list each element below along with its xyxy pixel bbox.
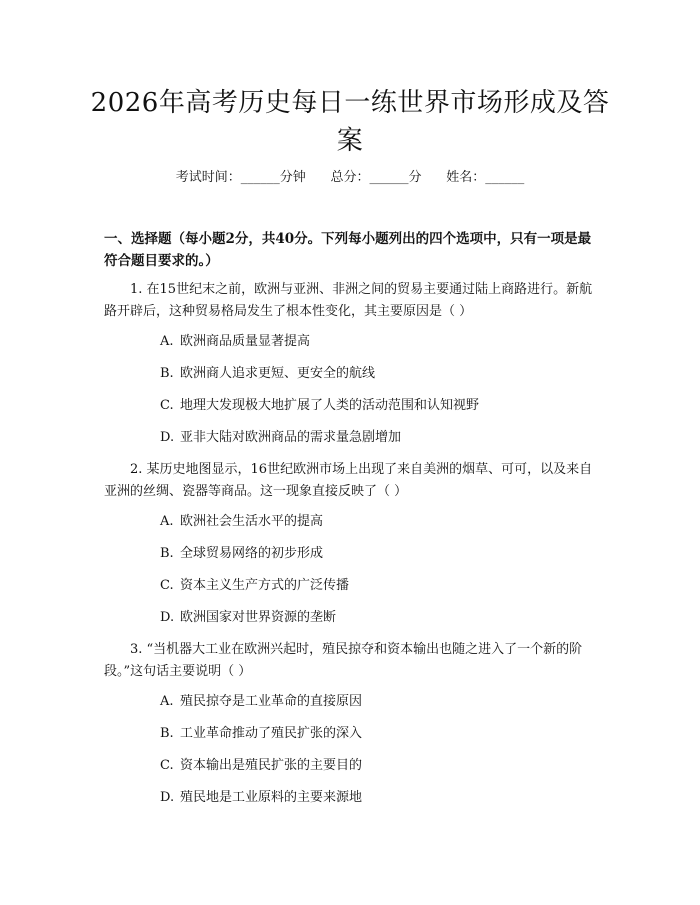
option-text: 欧洲商品质量显著提高 [180,334,311,349]
option-text: 亚非大陆对欧洲商品的需求量急剧增加 [180,430,402,445]
option-letter: B. [160,726,174,741]
option-text: 工业革命推动了殖民扩张的深入 [180,726,363,741]
option-letter: B. [160,366,174,381]
option-text: 资本主义生产方式的广泛传播 [180,578,350,593]
option-text: 欧洲社会生活水平的提高 [180,514,324,529]
option-letter: D. [160,610,175,625]
option-text: 全球贸易网络的初步形成 [180,546,324,561]
option-text: 资本输出是殖民扩张的主要目的 [180,758,363,773]
question-3-option-b[interactable] [160,724,362,744]
question-2-option-d[interactable] [160,608,336,628]
option-text: 殖民地是工业原料的主要来源地 [180,790,363,805]
question-3-option-a[interactable] [160,692,362,712]
question-1-option-a[interactable] [160,332,310,352]
option-letter: A. [160,334,174,349]
question-3-stem: 3. “当机器大工业在欧洲兴起时，殖民掠夺和资本输出也随之进入了一个新的阶段。”这句话主要说明（ ） [104,642,583,679]
option-text: 欧洲国家对世界资源的垄断 [180,610,337,625]
question-1-stem: 1. 在15世纪末之前，欧洲与亚洲、非洲之间的贸易主要通过陆上商路进行。新航路开辟后，这种贸易格局发生了根本性变化，其主要原因是（ ） [104,282,593,319]
option-letter: C. [160,578,174,593]
option-text: 地理大发现极大地扩展了人类的活动范围和认知视野 [180,398,480,413]
question-1-option-d[interactable] [160,428,401,448]
option-text: 欧洲商人追求更短、更安全的航线 [180,366,376,381]
option-letter: D. [160,790,175,805]
option-letter: A. [160,514,174,529]
option-letter: B. [160,546,174,561]
option-text: 殖民掠夺是工业革命的直接原因 [180,694,363,709]
page-title: 2026年高考历史每日一练世界市场形成及答案 [90,88,610,156]
question-1-option-c[interactable] [160,396,479,416]
question-2-option-b[interactable] [160,544,323,564]
question-2-option-a[interactable] [160,512,323,532]
question-1-option-b[interactable] [160,364,375,384]
question-3-option-d[interactable] [160,788,362,808]
option-letter: C. [160,758,174,773]
question-3-option-c[interactable] [160,756,362,776]
option-letter: A. [160,694,174,709]
option-letter: D. [160,430,175,445]
question-2-option-c[interactable] [160,576,349,596]
question-2-stem: 2. 某历史地图显示，16世纪欧洲市场上出现了来自美洲的烟草、可可，以及来自亚洲的丝绸、瓷器等商品。这一现象直接反映了（ ） [104,462,593,499]
exam-meta-line: 考试时间：______分钟 总分：______分 姓名：______ [175,170,525,185]
option-letter: C. [160,398,174,413]
section-heading: 一、选择题（每小题2分，共40分。下列每小题列出的四个选项中，只有一项是最符合题目要求的。） [104,231,592,269]
